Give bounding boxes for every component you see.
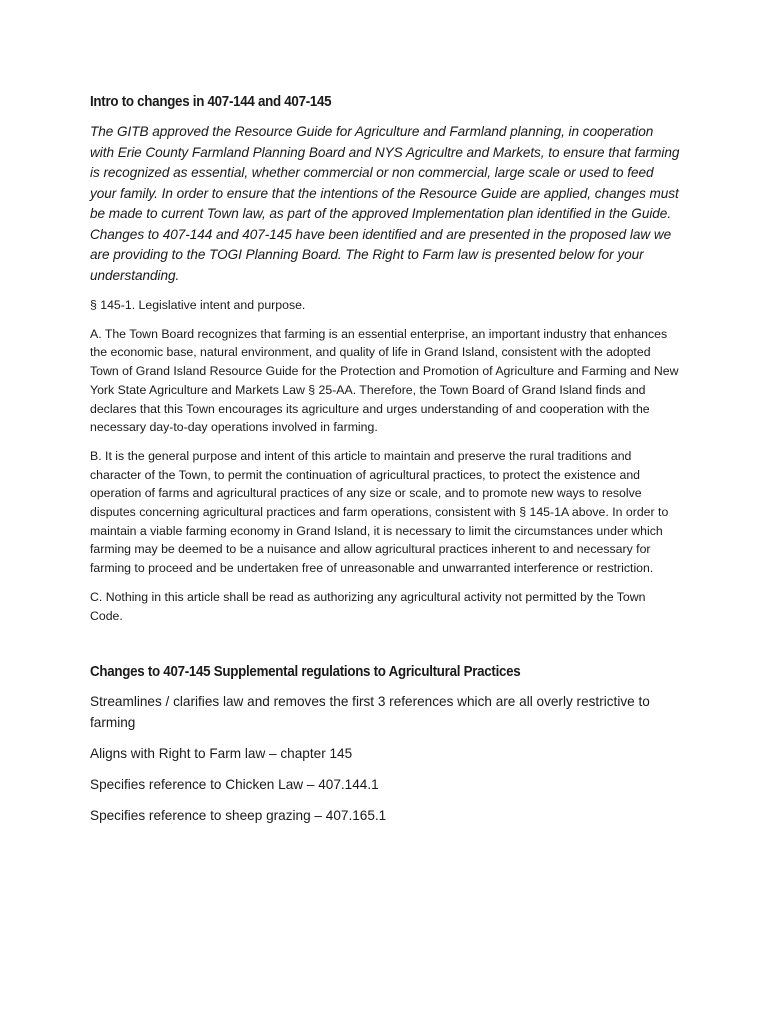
intro-paragraph: The GITB approved the Resource Guide for Agriculture and Farmland planning, in cooperation with Erie County Farmland Planning Board and NYS Agricultre and Markets, to ensure that farming is recognized as essential, whether commercial or non commercial, large scale or used to feed your family. In order to ensure that the intentions of the Resource Guide are applied, changes must be made to current Town law, as part of the approved Implementation plan identified in the Guide. Changes to 407-144 and 407-145 have been identified and are presented in the proposed law we are providing to the TOGI Planning Board. The Right to Farm law is presented below for your understanding. xyxy=(90,124,680,283)
changes-list xyxy=(90,692,680,826)
list-item: Specifies reference to sheep grazing – 407.165.1 xyxy=(90,807,387,823)
section-heading-intro: Intro to changes in 407-144 and 407-145 xyxy=(90,94,332,110)
list-item: Specifies reference to Chicken Law – 407.144.1 xyxy=(90,776,379,792)
legal-paragraph-b: B. It is the general purpose and intent of this article to maintain and preserve the rural traditions and character of the Town, to permit the continuation of agricultural practices, to protect the existence and operation of farms and agricultural practices of any size or scale, and to promote new ways to resolve disputes concerning agricultural practices and farm operations, consistent with § 145-1A above. In order to maintain a viable farming economy in Grand Island, it is necessary to limit the circumstances under which farming may be deemed to be a nuisance and allow agricultural practices inherent to and necessary for farming to proceed and be undertaken free of unreasonable and unwarranted interference or restriction. xyxy=(90,448,669,576)
section-heading-changes: Changes to 407-145 Supplemental regulations to Agricultural Practices xyxy=(90,664,521,681)
legal-paragraph-a: A. The Town Board recognizes that farming is an essential enterprise, an important industry that enhances the economic base, natural environment, and quality of life in Grand Island, consistent with the adopted Town of Grand Island Resource Guide for the Protection and Promotion of Agriculture and Farming and New York State Agriculture and Markets Law § 25-AA. Therefore, the Town Board of Grand Island finds and declares that this Town encourages its agriculture and urges understanding of and cooperation with the necessary day-to-day operations involved in farming. xyxy=(90,326,679,435)
legal-section-title: § 145-1. Legislative intent and purpose. xyxy=(90,298,306,312)
document-page xyxy=(90,92,680,837)
list-item: Streamlines / clarifies law and removes the first 3 references which are all overly restrictive to farming xyxy=(90,694,650,730)
legal-paragraph-c: C. Nothing in this article shall be read as authorizing any agricultural activity not permitted by the Town Code. xyxy=(90,589,646,623)
list-item: Aligns with Right to Farm law – chapter 145 xyxy=(90,745,353,761)
